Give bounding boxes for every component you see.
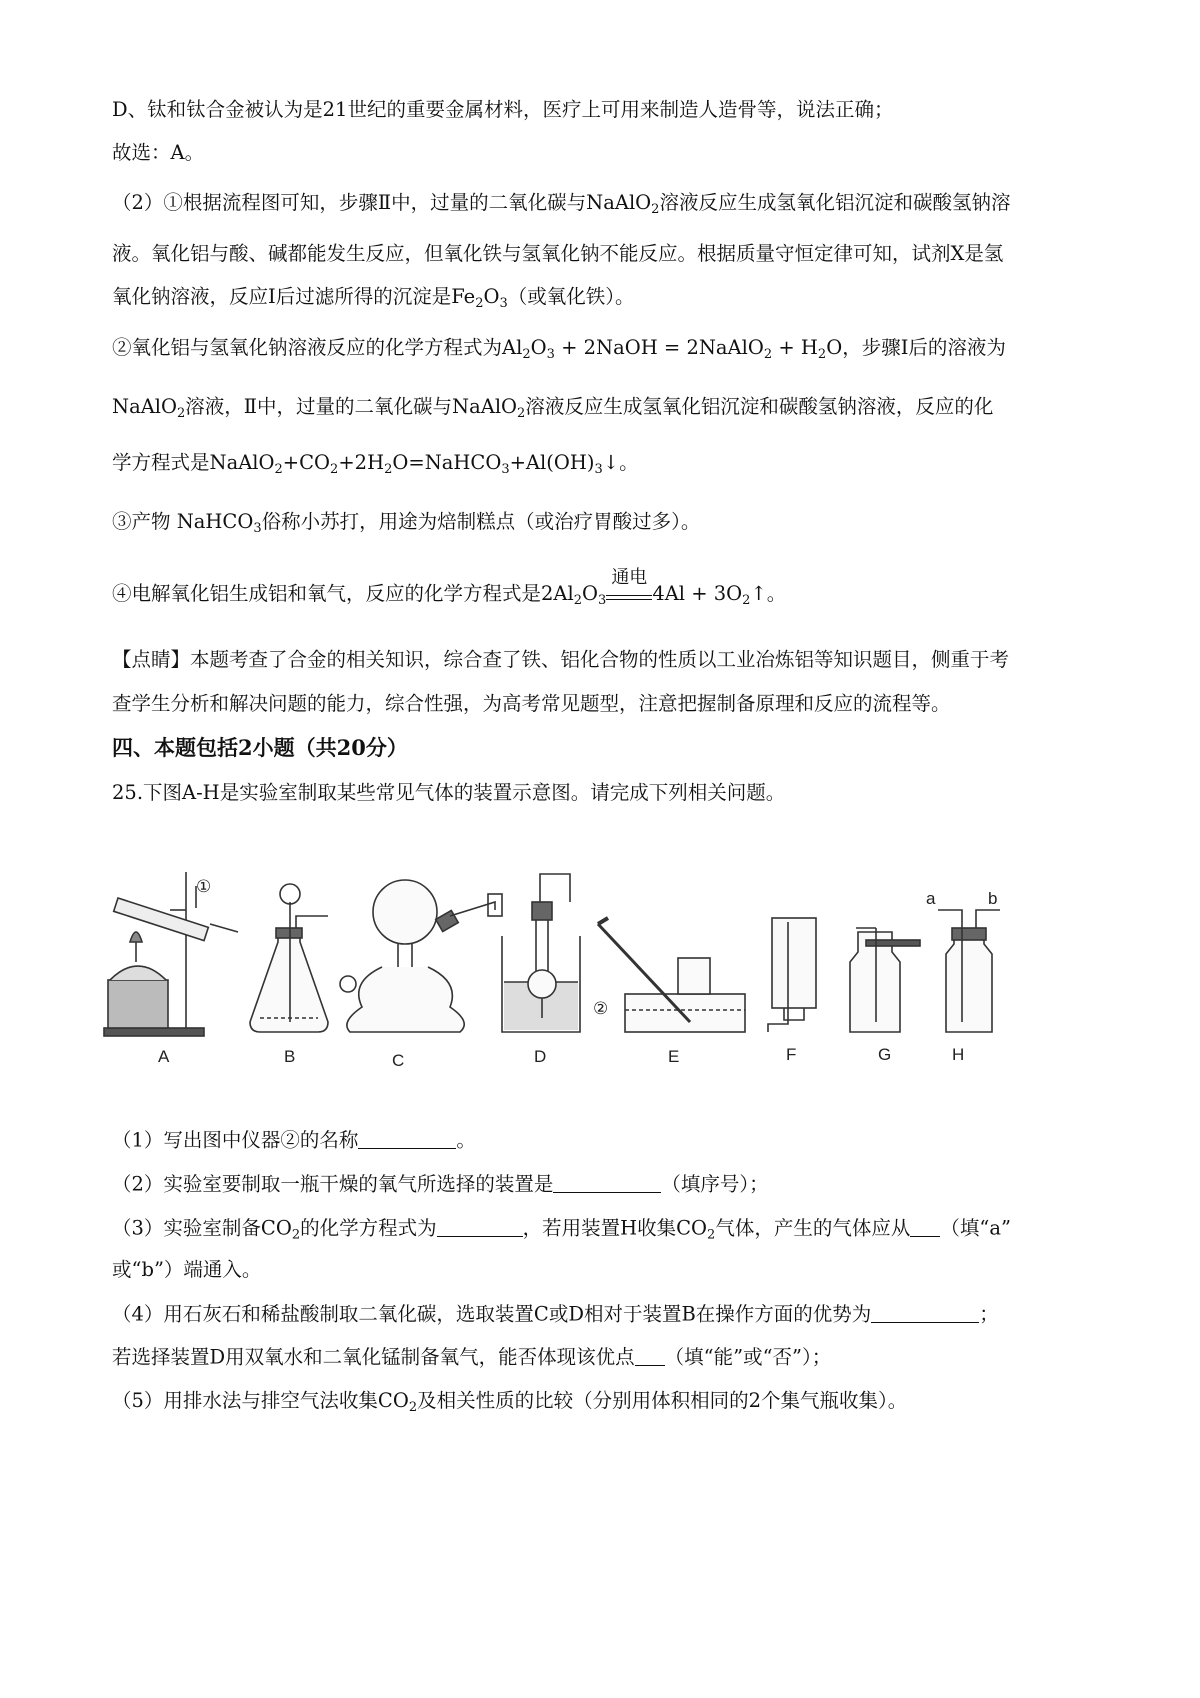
blank-3a[interactable] [437, 1216, 523, 1237]
port-b-label: b [988, 889, 998, 908]
question-4-cont: 若选择装置D用双氧水和二氧化锰制备氧气，能否体现该优点 （填“能”或“否”）； [112, 1345, 832, 1369]
question-4: （4）用石灰石和稀盐酸制取二氧化碳，选取装置C或D相对于装置B在操作方面的优势为 ； [112, 1302, 999, 1326]
question-3-cont: 或“b”）端通入。 [112, 1258, 262, 1281]
label-c: C [392, 1051, 405, 1070]
apparatus-h [938, 910, 1000, 1032]
line-9: ③产物 NaHCO$_3$俗称小苏打，用途为焙制糕点（或治疗胃酸过多）。 [112, 510, 701, 536]
label-d: D [534, 1047, 547, 1066]
apparatus-figure [100, 872, 1040, 1072]
apparatus-a [104, 872, 238, 1036]
line-3: （2）①根据流程图可知，步骤Ⅱ中，过量的二氧化碳与NaAlO$_2$溶液反应生成氢氧化铝沉淀和碳酸氢钠溶 [112, 191, 1011, 217]
blank-1[interactable] [358, 1128, 456, 1149]
line-7: NaAlO$_2$溶液，Ⅱ中，过量的二氧化碳与NaAlO$_2$溶液反应生成氢氧化铝沉淀和碳酸氢钠溶液，反应的化 [112, 395, 994, 421]
line-2: 故选：A。 [112, 141, 205, 164]
label-e: E [668, 1047, 680, 1066]
blank-3b[interactable] [910, 1216, 940, 1237]
apparatus-e [598, 918, 745, 1032]
line-1: D、钛和钛合金被认为是21世纪的重要金属材料，医疗上可用来制造人造骨等，说法正确； [112, 98, 894, 121]
question-25: 25.下图A-H是实验室制取某些常见气体的装置示意图。请完成下列相关问题。 [112, 781, 786, 804]
label-b: B [284, 1047, 296, 1066]
question-2: （2）实验室要制取一瓶干燥的氧气所选择的装置是 （填序号）； [112, 1172, 769, 1196]
apparatus-f [768, 918, 816, 1032]
blank-4b[interactable] [635, 1345, 665, 1366]
section-heading: 四、本题包括2小题（共20分） [112, 735, 408, 760]
apparatus-g [850, 928, 920, 1032]
marker-1: ① [196, 877, 212, 896]
line-8: 学方程式是$NaAlO_2+CO_2+2H_2O=NaHCO_3+Al(OH)_3↓$。 [112, 451, 639, 477]
line-4: 液。氧化铝与酸、碱都能发生反应，但氧化铁与氢氧化钠不能反应。根据质量守恒定律可知，试剂X是氢 [112, 242, 1004, 265]
label-f: F [786, 1045, 797, 1064]
line-12: 查学生分析和解决问题的能力，综合性强，为高考常见题型，注意把握制备原理和反应的流程等。 [112, 692, 951, 715]
port-a-label: a [926, 889, 936, 908]
blank-2[interactable] [553, 1172, 661, 1193]
line-5: 氧化钠溶液，反应Ⅰ后过滤所得的沉淀是$Fe_2O_3$（或氧化铁）。 [112, 285, 635, 311]
electrolysis-condition: 通电 [606, 589, 652, 600]
question-1: （1）写出图中仪器②的名称 。 [112, 1128, 476, 1152]
marker-2: ② [593, 999, 609, 1018]
question-3: （3）实验室制备$CO_2$的化学方程式为 ，若用装置H收集$CO_2$气体，产生的气体应从 （填“a” [112, 1216, 1011, 1243]
label-g: G [878, 1045, 892, 1064]
line-6: ②氧化铝与氢氧化钠溶液反应的化学方程式为$Al_2O_3$ + 2NaOH = 2NaAlO$_2$ + $H_2O$，步骤Ⅰ后的溶液为 [112, 336, 1006, 362]
question-5: （5）用排水法与排空气法收集$CO_2$及相关性质的比较（分别用体积相同的2个集气瓶收集）。 [112, 1389, 908, 1415]
line-10: ④电解氧化铝生成铝和氧气，反应的化学方程式是$2Al_2O_3$ 通电 $4Al + 3O_2↑$。 [112, 567, 787, 608]
label-h: H [952, 1045, 965, 1064]
blank-4a[interactable] [871, 1302, 979, 1323]
label-a: A [158, 1047, 170, 1066]
apparatus-b [250, 884, 328, 1032]
line-11: 【点睛】本题考查了合金的相关知识，综合查了铁、铝化合物的性质以工业冶炼铝等知识题目，侧重于考 [112, 648, 1010, 671]
apparatus-d [502, 874, 580, 1032]
apparatus-c [340, 880, 502, 1032]
